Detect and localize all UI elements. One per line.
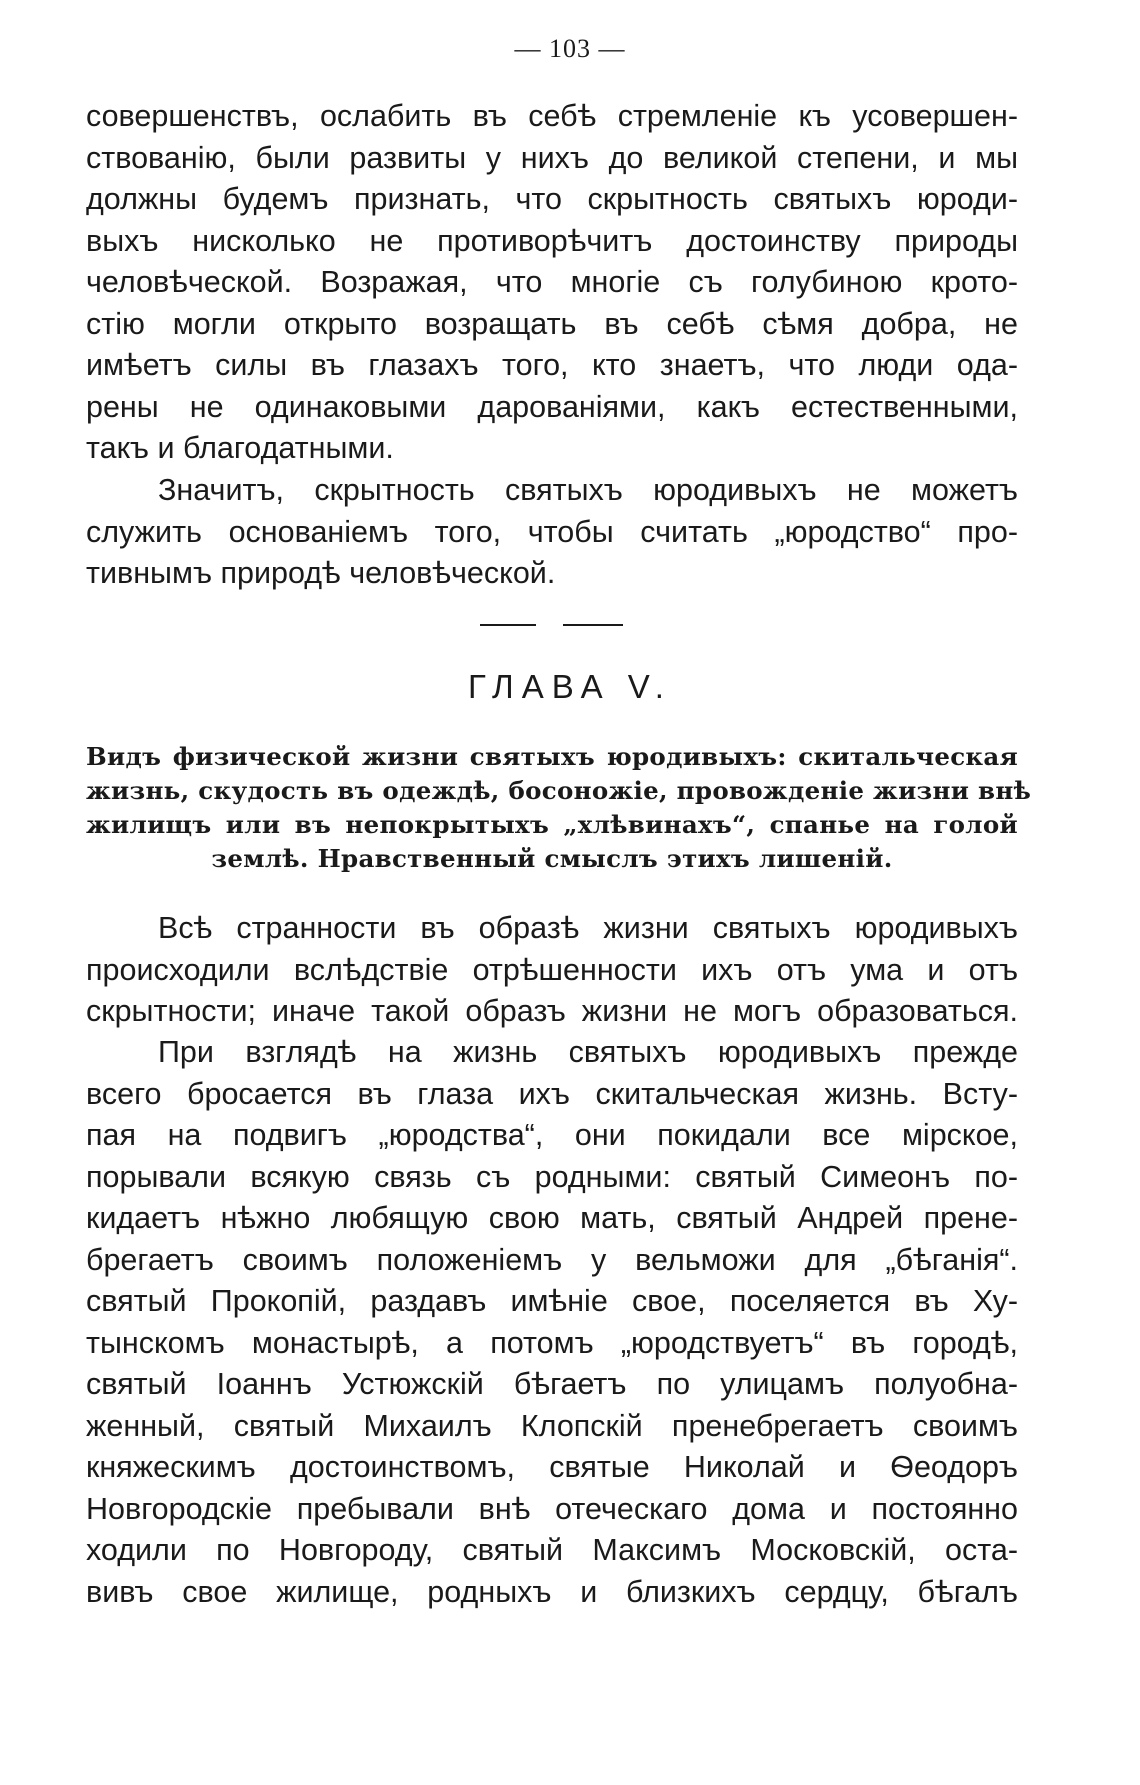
text-line: тивнымъ природѣ человѣческой. xyxy=(86,556,556,590)
divider-rule-left xyxy=(480,624,536,626)
text-line: рены не одинаковыми дарованіями, какъ естественными, xyxy=(86,389,1018,424)
paragraph-3 xyxy=(86,908,1018,1033)
chapter-summary xyxy=(86,740,1032,876)
text-line: стію могли открыто возращать въ себѣ сѣмя добра, не xyxy=(86,306,1018,341)
text-line: скрытности; иначе такой образъ жизни не могъ образоваться. xyxy=(86,994,1018,1028)
paragraph-2 xyxy=(86,470,1018,595)
text-line: княжескимъ достоинствомъ, святые Николай и Ѳеодоръ xyxy=(86,1450,1018,1484)
text-line: должны будемъ признать, что скрытность святыхъ юроди- xyxy=(86,182,1018,216)
text-line: кидаетъ нѣжно любящую свою мать, святый Андрей прене- xyxy=(86,1201,1018,1235)
text-line: человѣческой. Возражая, что многіе съ голубиною крото- xyxy=(86,265,1018,299)
summary-line: жилищъ или въ непокрытыхъ „хлѣвинахъ“, спанье на голой xyxy=(86,810,1018,839)
text-line: брегаетъ своимъ положеніемъ у вельможи для „бѣганія“. xyxy=(86,1242,1018,1277)
text-line: имѣетъ силы въ глазахъ того, кто знаетъ, что люди ода- xyxy=(86,348,1018,382)
section-divider xyxy=(0,624,1140,628)
text-line: Новгородскіе пребывали внѣ отеческаго дома и постоянно xyxy=(86,1491,1018,1526)
text-line: такъ и благодатными. xyxy=(86,431,394,465)
text-line: совершенствъ, ослабить въ себѣ стремленіе къ усовершен- xyxy=(86,99,1018,133)
paragraph-4 xyxy=(86,1032,1018,1613)
text-line: ходили по Новгороду, святый Максимъ Московскій, оста- xyxy=(86,1533,1018,1567)
summary-line: жизнь, скудость въ одеждѣ, босоножіе, провожденіе жизни внѣ xyxy=(86,776,1032,805)
page-number: — 103 — xyxy=(514,34,626,63)
text-line: происходили вслѣдствіе отрѣшенности ихъ отъ ума и отъ xyxy=(86,952,1018,987)
text-line: вивъ свое жилище, родныхъ и близкихъ сердцу, бѣгалъ xyxy=(86,1574,1018,1609)
text-line: Всѣ странности въ образѣ жизни святыхъ юродивыхъ xyxy=(158,911,1018,945)
text-line: выхъ нисколько не противорѣчитъ достоинству природы xyxy=(86,223,1018,258)
text-line: пая на подвигъ „юродства“, они покидали все мірское, xyxy=(86,1118,1018,1152)
text-line: святый Іоаннъ Устюжскій бѣгаетъ по улицамъ полуобна- xyxy=(86,1367,1018,1401)
text-line: При взглядѣ на жизнь святыхъ юродивыхъ прежде xyxy=(158,1035,1018,1069)
text-line: Значитъ, скрытность святыхъ юродивыхъ не можетъ xyxy=(158,473,1018,507)
text-line: всего бросается въ глаза ихъ скитальческая жизнь. Всту- xyxy=(86,1076,1018,1111)
text-line: святый Прокопій, раздавъ имѣніе свое, поселяется въ Ху- xyxy=(86,1284,1018,1318)
text-line: служить основаніемъ того, чтобы считать „юродство“ про- xyxy=(86,514,1018,549)
summary-line: Видъ физической жизни святыхъ юродивыхъ: скитальческая xyxy=(86,742,1018,771)
text-line: порывали всякую связь съ родными: святый Симеонъ по- xyxy=(86,1159,1018,1194)
text-line: ствованію, были развиты у нихъ до великой степени, и мы xyxy=(86,140,1018,175)
text-line: тынскомъ монастырѣ, а потомъ „юродствуетъ“ въ городѣ, xyxy=(86,1325,1018,1360)
divider-rule-right xyxy=(563,624,623,626)
text-line: женный, святый Михаилъ Клопскій пренебрегаетъ своимъ xyxy=(86,1408,1018,1443)
summary-line: землѣ. Нравственный смыслъ этихъ лишеній. xyxy=(211,844,893,873)
chapter-title: ГЛАВА V. xyxy=(468,668,672,705)
paragraph-1 xyxy=(86,96,1018,470)
